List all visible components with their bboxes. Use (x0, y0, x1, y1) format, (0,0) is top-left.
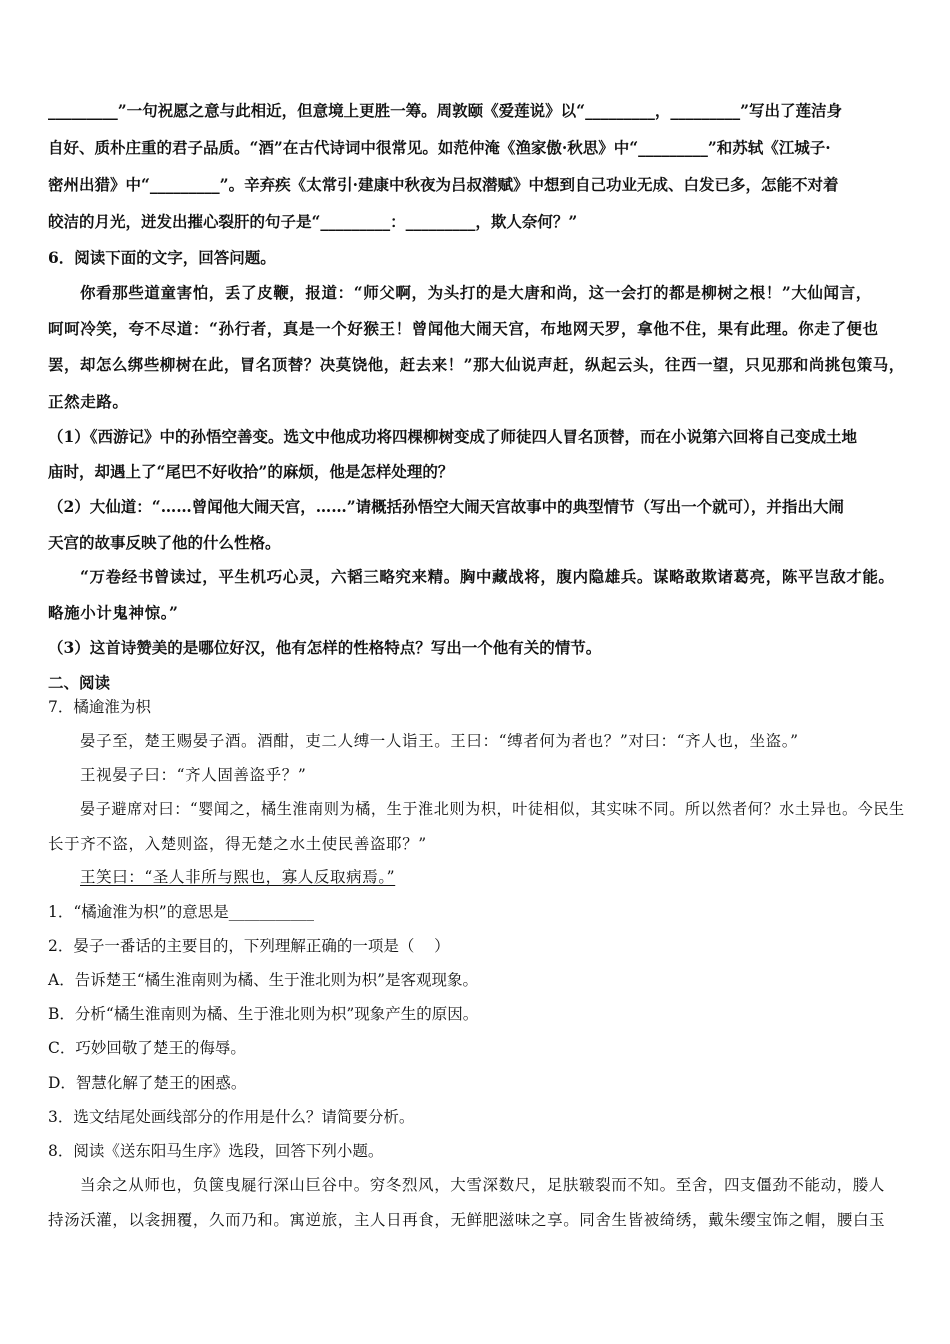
passage-line-4: 正然走路。 (48, 392, 129, 411)
fill-line-4: 皎洁的月光，迸发出摧心裂肝的句子是“_________：_________，欺人奈何？” (48, 212, 578, 231)
subquestion-2-line-2: 天宫的故事反映了他的什么性格。 (48, 533, 281, 552)
essay-line-2: 持汤沃灌，以衾拥覆，久而乃和。寓逆旅，主人日再食，无鲜肥滋味之享。同舍生皆被绮绣，戴朱缨宝饰之帽，腰白玉 (48, 1211, 886, 1229)
question-6-title: 6．阅读下面的文字，回答问题。 (48, 248, 276, 267)
subquestion-2-line-1: （2）大仙道：“……曾闻他大闹天宫，……”请概括孙悟空大闹天宫故事中的典型情节（写出一个就可），并指出大闹 (48, 497, 844, 516)
poem-line-1: “万卷经书曾读过，平生机巧心灵，六韬三略究来精。胸中藏战将，腹内隐雄兵。谋略敢欺诸葛亮，陈平岂敌才能。 (80, 567, 895, 586)
classical-line-3: 晏子避席对曰：“婴闻之，橘生淮南则为橘，生于淮北则为枳，叶徒相似，其实味不同。所以然者何？水土异也。今民生 (80, 800, 905, 818)
option-a: A．告诉楚王“橘生淮南则为橘、生于淮北则为枳”是客观现象。 (48, 971, 479, 989)
classical-line-2: 王视晏子曰：“齐人固善盗乎？” (80, 766, 307, 784)
item-1: 1．“橘逾淮为枳”的意思是___________ (48, 903, 314, 921)
classical-line-1: 晏子至，楚王赐晏子酒。酒酣，吏二人缚一人诣王。王曰：“缚者何为者也？”对曰：“齐人也，坐盗。” (80, 732, 799, 750)
classical-underlined-line: 王笑曰：“圣人非所与熙也，寡人反取病焉。” (80, 868, 396, 886)
subquestion-3: （3）这首诗赞美的是哪位好汉，他有怎样的性格特点？写出一个他有关的情节。 (48, 638, 602, 657)
fill-line-1: _________”一句祝愿之意与此相近，但意境上更胜一筹。周敦颐《爱莲说》以“_________，_________”写出了莲洁身 (48, 101, 842, 120)
subquestion-1-line-1: （1）《西游记》中的孙悟空善变。选文中他成功将四棵柳树变成了师徒四人冒名顶替，而在小说第六回将自己变成土地 (48, 427, 858, 446)
fill-line-3: 密州出猎》中“_________”。辛弃疾《太常引·建康中秋夜为吕叔潜赋》中想到自己功业无成、白发已多，怎能不对着 (48, 175, 839, 194)
question-7-title: 7．橘逾淮为枳 (48, 698, 151, 716)
subquestion-1-line-2: 庙时，却遇上了“尾巴不好收拾”的麻烦，他是怎样处理的？ (48, 462, 454, 481)
classical-line-4: 长于齐不盗，入楚则盗，得无楚之水土使民善盗耶？” (48, 835, 427, 853)
passage-line-1: 你看那些道童害怕，丢了皮鞭，报道：“师父啊，为头打的是大唐和尚，这一会打的都是柳树之根！”大仙闻言， (80, 283, 872, 302)
item-2: 2．晏子一番话的主要目的，下列理解正确的一项是（ ） (48, 937, 450, 955)
question-8-title: 8．阅读《送东阳马生序》选段，回答下列小题。 (48, 1142, 384, 1160)
option-b: B．分析“橘生淮南则为橘、生于淮北则为枳”现象产生的原因。 (48, 1005, 479, 1023)
passage-line-2: 呵呵冷笑，夸不尽道：“孙行者，真是一个好猴王！曾闻他大闹天宫，布地网天罗，拿他不住，果有此理。你走了便也 (48, 319, 879, 338)
item-3: 3．选文结尾处画线部分的作用是什么？请简要分析。 (48, 1108, 415, 1126)
option-c: C．巧妙回敬了楚王的侮辱。 (48, 1039, 246, 1057)
passage-line-3: 罢，却怎么绑些柳树在此，冒名顶替？决莫饶他，赶去来！”那大仙说声赶，纵起云头，往西一望，只见那和尚挑包策马， (48, 355, 905, 374)
fill-line-2: 自好、质朴庄重的君子品质。“酒”在古代诗词中很常见。如范仲淹《渔家傲·秋思》中“_________”和苏轼《江城子· (48, 138, 831, 157)
option-d: D．智慧化解了楚王的困惑。 (48, 1074, 247, 1092)
poem-line-2: 略施小计鬼神惊。” (48, 603, 179, 622)
section-2-heading: 二、阅读 (48, 673, 111, 692)
essay-line-1: 当余之从师也，负箧曳屣行深山巨谷中。穷冬烈风，大雪深数尺，足肤皲裂而不知。至舍，四支僵劲不能动，媵人 (80, 1176, 886, 1194)
